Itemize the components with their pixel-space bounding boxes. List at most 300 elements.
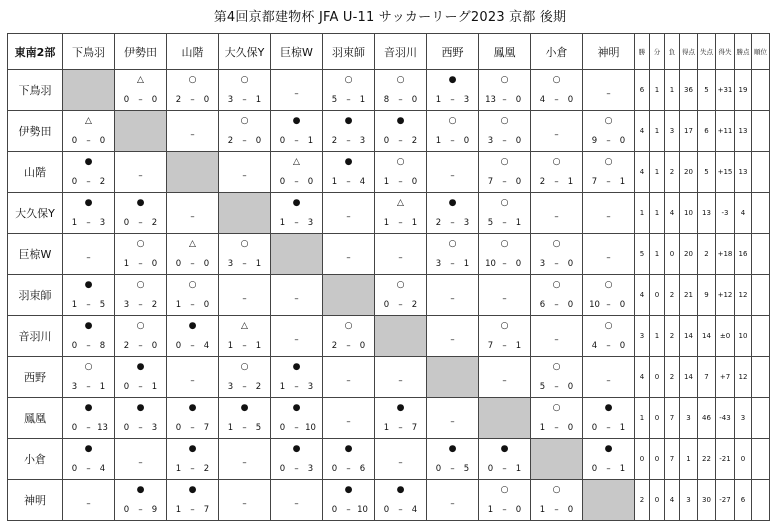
- goals-for: 3: [71, 382, 78, 392]
- match-cell: [63, 357, 115, 398]
- score-dash: –: [86, 423, 91, 433]
- match-cell: [63, 275, 115, 316]
- match-score: [583, 341, 634, 351]
- score-dash: –: [294, 382, 299, 392]
- match-cell: [271, 439, 323, 480]
- result-mark: ○: [552, 485, 561, 495]
- goals-for: 2: [175, 95, 182, 105]
- self-match-cell: [375, 316, 427, 357]
- team-column-header: 伊勢田: [115, 34, 167, 70]
- stat-cell: [752, 70, 770, 111]
- result-mark: ●: [136, 362, 145, 372]
- goals-for: 0: [591, 464, 598, 474]
- result-mark: ●: [292, 444, 301, 454]
- self-match-cell: [323, 275, 375, 316]
- goals-for: 2: [435, 218, 442, 228]
- team-row-header: 鳳凰: [8, 398, 63, 439]
- goals-against: 6: [359, 464, 366, 474]
- goals-for: 3: [227, 95, 234, 105]
- match-cell: [219, 398, 271, 439]
- goals-against: 2: [203, 464, 210, 474]
- score-dash: –: [294, 136, 299, 146]
- team-column-header: 巨椋W: [271, 34, 323, 70]
- stat-cell: 4: [665, 193, 680, 234]
- score-dash: –: [190, 300, 195, 310]
- match-score: [583, 177, 634, 187]
- goals-for: 0: [71, 341, 78, 351]
- goals-for: 1: [539, 505, 546, 515]
- goals-for: 2: [227, 136, 234, 146]
- goals-against: 1: [515, 341, 522, 351]
- goals-against: 4: [359, 177, 366, 187]
- goals-against: 7: [411, 423, 418, 433]
- table-row: [8, 316, 770, 357]
- match-cell: [375, 398, 427, 439]
- result-mark: ●: [84, 280, 93, 290]
- match-score: [63, 136, 114, 146]
- match-cell: [427, 398, 479, 439]
- match-score: [167, 464, 218, 474]
- match-cell: [479, 152, 531, 193]
- table-row: [8, 357, 770, 398]
- score-dash: –: [554, 423, 559, 433]
- match-cell: [531, 357, 583, 398]
- result-mark: ○: [500, 116, 509, 126]
- goals-for: 10: [485, 259, 496, 269]
- match-score: [479, 218, 530, 228]
- match-score: [375, 423, 426, 433]
- stat-cell: 4: [635, 111, 650, 152]
- result-mark: ●: [84, 444, 93, 454]
- goals-against: 0: [411, 95, 418, 105]
- result-mark: ●: [344, 157, 353, 167]
- match-cell: [531, 70, 583, 111]
- goals-against: 0: [515, 259, 522, 269]
- stat-cell: 13: [735, 111, 752, 152]
- header-row: [8, 34, 770, 70]
- goals-for: 3: [123, 300, 130, 310]
- result-mark: ○: [552, 239, 561, 249]
- match-cell: [167, 480, 219, 521]
- score-dash: –: [190, 423, 195, 433]
- score-dash: –: [398, 423, 403, 433]
- match-cell: [375, 439, 427, 480]
- goals-against: 4: [411, 505, 418, 515]
- match-cell: [323, 480, 375, 521]
- score-dash: –: [86, 177, 91, 187]
- goals-for: 0: [123, 218, 130, 228]
- goals-for: 5: [539, 382, 546, 392]
- match-score: [167, 423, 218, 433]
- goals-for: 1: [279, 382, 286, 392]
- goals-against: 3: [151, 423, 158, 433]
- goals-against: 2: [411, 136, 418, 146]
- goals-against: 1: [255, 259, 262, 269]
- match-cell: [323, 316, 375, 357]
- match-cell: [583, 275, 635, 316]
- score-dash: –: [86, 341, 91, 351]
- match-cell: [583, 398, 635, 439]
- match-score: [63, 300, 114, 310]
- match-cell: [63, 439, 115, 480]
- goals-against: 1: [619, 177, 626, 187]
- goals-against: 0: [255, 136, 262, 146]
- team-row-header: 伊勢田: [8, 111, 63, 152]
- result-mark: ○: [188, 75, 197, 85]
- match-cell: [323, 357, 375, 398]
- score-dash: –: [398, 218, 403, 228]
- goals-against: 1: [411, 218, 418, 228]
- goals-for: 8: [383, 95, 390, 105]
- stat-column-header: 失点: [698, 34, 716, 70]
- goals-for: 3: [487, 136, 494, 146]
- match-score: [583, 136, 634, 146]
- no-match-dash: –: [554, 212, 559, 222]
- score-dash: –: [346, 505, 351, 515]
- result-mark: ●: [344, 444, 353, 454]
- match-score: [323, 136, 374, 146]
- stat-cell: 4: [635, 275, 650, 316]
- stat-cell: 3: [665, 111, 680, 152]
- stat-cell: 5: [635, 234, 650, 275]
- match-score: [63, 218, 114, 228]
- self-match-cell: [219, 193, 271, 234]
- goals-for: 1: [227, 341, 234, 351]
- stat-column-header: 得失: [716, 34, 735, 70]
- match-score: [375, 505, 426, 515]
- match-cell: [219, 111, 271, 152]
- goals-against: 4: [99, 464, 106, 474]
- match-score: [479, 464, 530, 474]
- score-dash: –: [502, 218, 507, 228]
- match-cell: [115, 152, 167, 193]
- match-cell: [167, 398, 219, 439]
- no-match-dash: –: [138, 171, 143, 181]
- table-row: [8, 480, 770, 521]
- match-cell: [167, 193, 219, 234]
- goals-for: 1: [71, 300, 78, 310]
- goals-for: 5: [331, 95, 338, 105]
- goals-for: 0: [435, 464, 442, 474]
- match-score: [531, 382, 582, 392]
- match-score: [271, 218, 322, 228]
- stat-cell: 3: [680, 398, 698, 439]
- match-cell: [375, 275, 427, 316]
- goals-for: 13: [485, 95, 496, 105]
- score-dash: –: [138, 218, 143, 228]
- match-score: [167, 505, 218, 515]
- result-mark: ●: [292, 362, 301, 372]
- result-mark: ●: [448, 75, 457, 85]
- stat-cell: +11: [716, 111, 735, 152]
- match-cell: [167, 316, 219, 357]
- stat-cell: 36: [680, 70, 698, 111]
- match-score: [271, 382, 322, 392]
- result-mark: ○: [136, 321, 145, 331]
- result-mark: ○: [396, 157, 405, 167]
- stat-cell: 19: [735, 70, 752, 111]
- goals-for: 0: [71, 423, 78, 433]
- result-mark: ●: [188, 403, 197, 413]
- match-score: [427, 259, 478, 269]
- stat-cell: 1: [650, 234, 665, 275]
- match-score: [115, 300, 166, 310]
- match-cell: [479, 439, 531, 480]
- result-mark: ●: [344, 116, 353, 126]
- match-cell: [427, 234, 479, 275]
- stat-cell: 0: [665, 234, 680, 275]
- stat-cell: 1: [635, 398, 650, 439]
- stat-cell: 1: [650, 316, 665, 357]
- match-cell: [63, 480, 115, 521]
- goals-for: 0: [123, 95, 130, 105]
- goals-against: 0: [567, 95, 574, 105]
- score-dash: –: [606, 136, 611, 146]
- score-dash: –: [294, 177, 299, 187]
- score-dash: –: [606, 341, 611, 351]
- result-mark: ○: [136, 280, 145, 290]
- score-dash: –: [190, 341, 195, 351]
- match-cell: [375, 152, 427, 193]
- match-cell: [323, 70, 375, 111]
- score-dash: –: [450, 218, 455, 228]
- match-cell: [427, 480, 479, 521]
- stat-cell: 0: [650, 357, 665, 398]
- match-score: [115, 259, 166, 269]
- score-dash: –: [606, 177, 611, 187]
- match-cell: [323, 111, 375, 152]
- score-dash: –: [86, 136, 91, 146]
- match-cell: [219, 70, 271, 111]
- no-match-dash: –: [606, 212, 611, 222]
- result-mark: ●: [84, 198, 93, 208]
- match-cell: [583, 357, 635, 398]
- score-dash: –: [294, 464, 299, 474]
- goals-for: 7: [591, 177, 598, 187]
- result-mark: △: [137, 75, 144, 85]
- match-score: [271, 464, 322, 474]
- stat-cell: 2: [665, 275, 680, 316]
- team-column-header: 西野: [427, 34, 479, 70]
- match-cell: [115, 275, 167, 316]
- goals-for: 0: [123, 423, 130, 433]
- goals-against: 0: [203, 259, 210, 269]
- score-dash: –: [606, 464, 611, 474]
- result-mark: ○: [396, 75, 405, 85]
- stat-cell: [752, 152, 770, 193]
- match-cell: [531, 398, 583, 439]
- result-mark: ○: [552, 403, 561, 413]
- match-cell: [115, 193, 167, 234]
- match-cell: [427, 316, 479, 357]
- goals-for: 0: [383, 136, 390, 146]
- no-match-dash: –: [138, 458, 143, 468]
- stat-cell: +15: [716, 152, 735, 193]
- stat-cell: 0: [650, 439, 665, 480]
- goals-against: 2: [151, 300, 158, 310]
- goals-against: 0: [619, 300, 626, 310]
- match-cell: [323, 398, 375, 439]
- stat-cell: 12: [735, 275, 752, 316]
- match-score: [323, 177, 374, 187]
- match-score: [427, 136, 478, 146]
- stat-cell: -3: [716, 193, 735, 234]
- score-dash: –: [190, 259, 195, 269]
- stat-cell: 12: [735, 357, 752, 398]
- stat-cell: 7: [698, 357, 716, 398]
- match-cell: [63, 234, 115, 275]
- match-cell: [323, 193, 375, 234]
- stat-cell: 1: [650, 111, 665, 152]
- stat-cell: 14: [680, 357, 698, 398]
- match-cell: [219, 357, 271, 398]
- goals-for: 2: [123, 341, 130, 351]
- goals-for: 1: [175, 300, 182, 310]
- no-match-dash: –: [294, 499, 299, 509]
- goals-for: 3: [227, 382, 234, 392]
- team-column-header: 大久保Y: [219, 34, 271, 70]
- goals-against: 0: [567, 382, 574, 392]
- result-mark: ●: [136, 198, 145, 208]
- match-cell: [375, 111, 427, 152]
- match-score: [479, 505, 530, 515]
- score-dash: –: [86, 300, 91, 310]
- no-match-dash: –: [190, 130, 195, 140]
- goals-against: 1: [515, 218, 522, 228]
- team-column-header: 山階: [167, 34, 219, 70]
- match-score: [115, 95, 166, 105]
- team-column-header: 下鳥羽: [63, 34, 115, 70]
- match-cell: [479, 193, 531, 234]
- match-score: [583, 300, 634, 310]
- stat-cell: 3: [680, 480, 698, 521]
- result-mark: ○: [84, 362, 93, 372]
- no-match-dash: –: [294, 294, 299, 304]
- match-cell: [427, 152, 479, 193]
- table-row: [8, 234, 770, 275]
- result-mark: ●: [188, 444, 197, 454]
- result-mark: ●: [84, 403, 93, 413]
- goals-against: 0: [99, 136, 106, 146]
- self-match-cell: [427, 357, 479, 398]
- no-match-dash: –: [86, 253, 91, 263]
- score-dash: –: [190, 95, 195, 105]
- result-mark: ○: [240, 239, 249, 249]
- score-dash: –: [502, 259, 507, 269]
- match-cell: [115, 439, 167, 480]
- goals-for: 1: [123, 259, 130, 269]
- goals-against: 7: [203, 505, 210, 515]
- goals-against: 3: [307, 218, 314, 228]
- result-mark: ○: [500, 485, 509, 495]
- score-dash: –: [242, 136, 247, 146]
- score-dash: –: [294, 423, 299, 433]
- goals-against: 0: [515, 95, 522, 105]
- score-dash: –: [138, 259, 143, 269]
- score-dash: –: [346, 464, 351, 474]
- stat-column-header: 勝: [635, 34, 650, 70]
- goals-for: 0: [123, 505, 130, 515]
- match-score: [531, 259, 582, 269]
- table-row: [8, 70, 770, 111]
- score-dash: –: [398, 505, 403, 515]
- match-cell: [271, 193, 323, 234]
- match-cell: [531, 234, 583, 275]
- score-dash: –: [450, 95, 455, 105]
- match-score: [531, 95, 582, 105]
- stat-cell: 30: [698, 480, 716, 521]
- result-mark: ○: [500, 321, 509, 331]
- team-row-header: 西野: [8, 357, 63, 398]
- goals-against: 2: [151, 218, 158, 228]
- result-mark: ○: [604, 157, 613, 167]
- match-cell: [63, 316, 115, 357]
- goals-for: 3: [227, 259, 234, 269]
- match-cell: [479, 357, 531, 398]
- match-cell: [115, 316, 167, 357]
- match-cell: [167, 111, 219, 152]
- match-cell: [531, 275, 583, 316]
- division-label: 東南2部: [8, 34, 63, 70]
- match-cell: [479, 234, 531, 275]
- team-row-header: 巨椋W: [8, 234, 63, 275]
- stat-cell: 0: [650, 480, 665, 521]
- stat-cell: 9: [698, 275, 716, 316]
- match-score: [63, 177, 114, 187]
- goals-against: 7: [203, 423, 210, 433]
- score-dash: –: [450, 259, 455, 269]
- goals-against: 0: [567, 259, 574, 269]
- stat-cell: 4: [635, 152, 650, 193]
- goals-against: 5: [255, 423, 262, 433]
- match-score: [427, 218, 478, 228]
- match-cell: [271, 316, 323, 357]
- stat-cell: 6: [698, 111, 716, 152]
- stat-cell: +31: [716, 70, 735, 111]
- goals-against: 3: [307, 382, 314, 392]
- score-dash: –: [242, 259, 247, 269]
- goals-for: 7: [487, 177, 494, 187]
- match-cell: [63, 152, 115, 193]
- match-score: [375, 177, 426, 187]
- result-mark: ○: [448, 239, 457, 249]
- stat-cell: 2: [635, 480, 650, 521]
- score-dash: –: [554, 382, 559, 392]
- table-row: [8, 193, 770, 234]
- match-cell: [427, 193, 479, 234]
- team-row-header: 山階: [8, 152, 63, 193]
- stat-cell: 13: [698, 193, 716, 234]
- goals-against: 0: [619, 136, 626, 146]
- goals-for: 1: [435, 136, 442, 146]
- match-cell: [271, 70, 323, 111]
- table-row: [8, 275, 770, 316]
- match-cell: [219, 316, 271, 357]
- match-cell: [167, 70, 219, 111]
- match-score: [115, 218, 166, 228]
- result-mark: ●: [188, 485, 197, 495]
- score-dash: –: [554, 177, 559, 187]
- score-dash: –: [398, 136, 403, 146]
- goals-against: 0: [151, 95, 158, 105]
- goals-for: 0: [331, 505, 338, 515]
- goals-for: 0: [279, 136, 286, 146]
- match-score: [479, 95, 530, 105]
- match-cell: [115, 398, 167, 439]
- score-dash: –: [138, 341, 143, 351]
- team-row-header: 神明: [8, 480, 63, 521]
- match-cell: [167, 234, 219, 275]
